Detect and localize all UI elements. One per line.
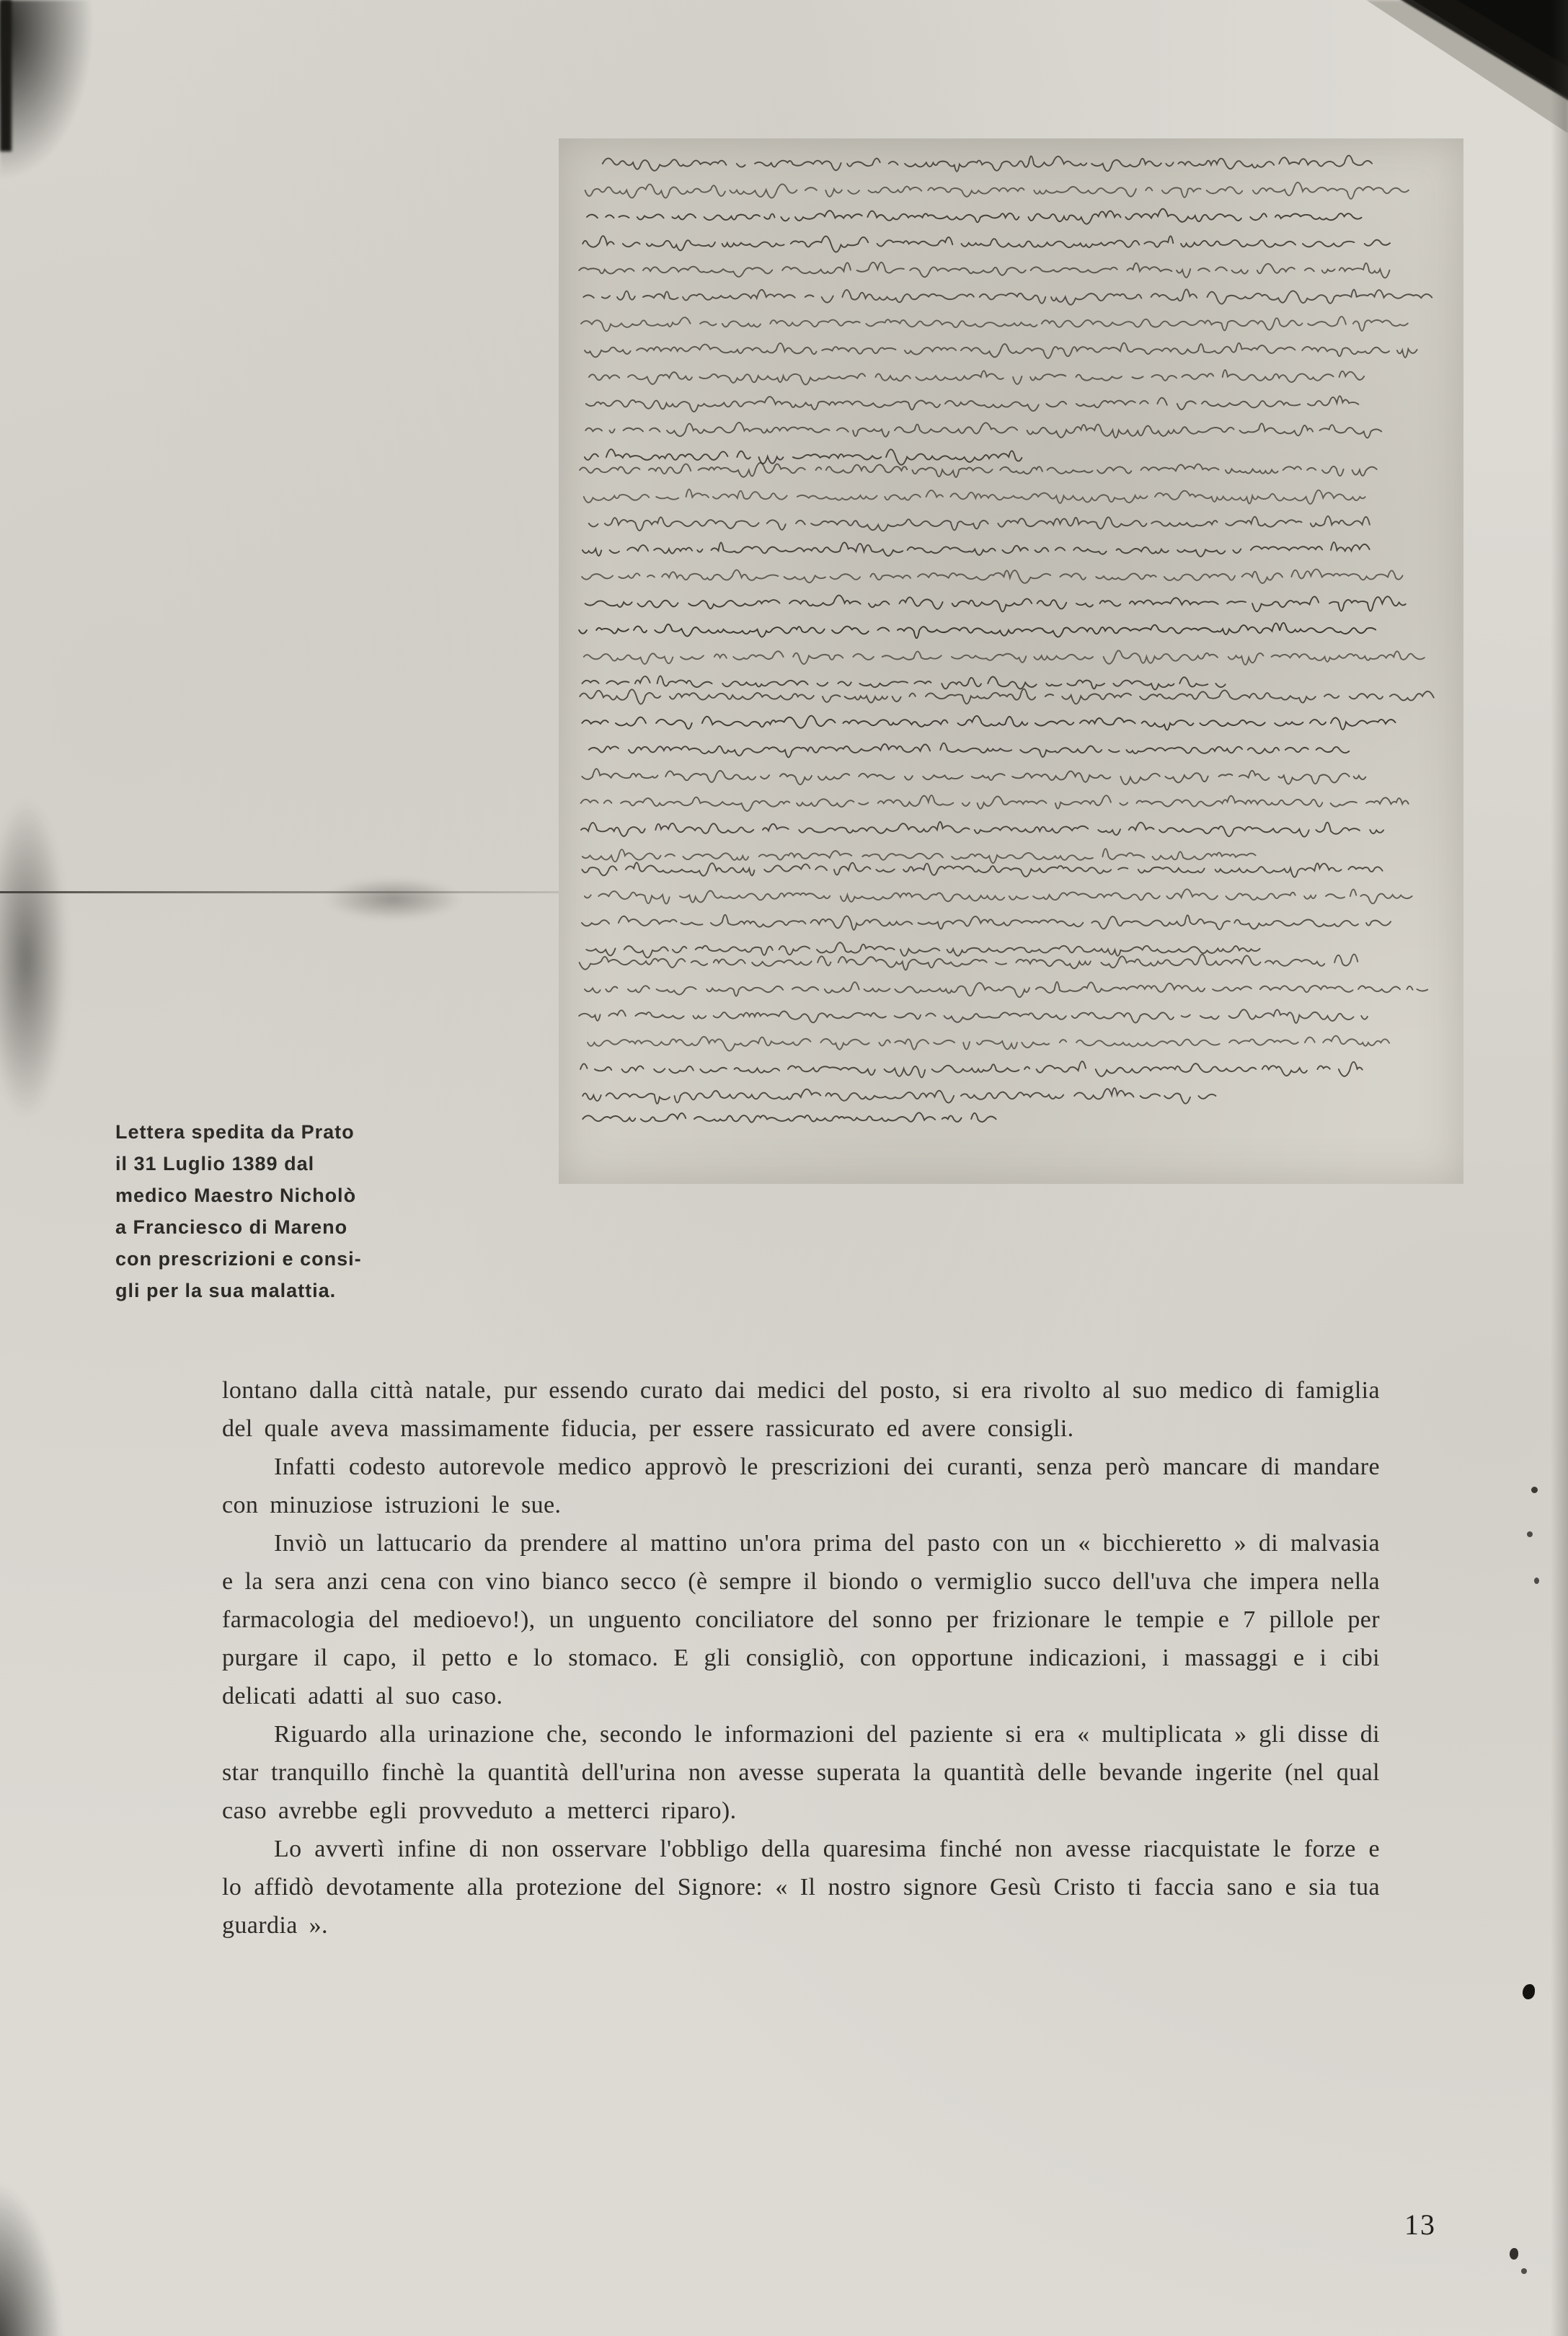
caption-line: medico Maestro Nicholò (115, 1185, 357, 1206)
scan-smudge-left-edge (0, 793, 69, 1125)
scan-edge-right-band (1551, 0, 1568, 2336)
ink-speck (1521, 2268, 1527, 2274)
paragraph: Riguardo alla urinazione che, secondo le informazioni del paziente si era « multiplicata » gli disse di star tranquillo finchè la quantità dell'urina non avesse superata la quantità delle bevande ingerite (nel qual caso avrebbe egli provveduto a metterci riparo). (222, 1721, 1380, 1824)
page-number: 13 (1404, 2208, 1436, 2241)
figure-caption (115, 1116, 447, 1306)
body-text (222, 1371, 1380, 1945)
scan-smudge-top-left-bar (0, 0, 12, 151)
scan-scratch-line (0, 891, 570, 893)
caption-line: il 31 Luglio 1389 dal (115, 1153, 315, 1174)
ink-speck (1510, 2248, 1518, 2260)
ink-speck (1531, 1487, 1538, 1493)
caption-line: gli per la sua malattia. (115, 1280, 337, 1301)
caption-line: a Franciesco di Mareno (115, 1216, 348, 1238)
ink-speck (1523, 1984, 1535, 1999)
caption-line: con prescrizioni e consi- (115, 1248, 362, 1270)
scan-smudge-mid-left (324, 878, 461, 920)
handwriting-lines (559, 138, 1463, 1184)
scan-smudge-bottom-left (0, 2180, 63, 2336)
manuscript-photo (559, 138, 1463, 1184)
caption-line: Lettera spedita da Prato (115, 1121, 355, 1143)
scan-smudge-top-left (0, 0, 94, 180)
ink-speck (1534, 1578, 1539, 1584)
ink-speck (1527, 1531, 1533, 1537)
paragraph: Inviò un lattucario da prendere al mattino un'ora prima del pasto con un « bicchieretto » di malvasia e la sera anzi cena con vino bianco secco (è sempre il biondo o vermiglio succo dell'uva che impera nella farmacologia del medioevo!), un unguento conciliatore del sonno per frizionare le tempie e 7 pillole per purgare il capo, il petto e lo stomaco. E gli consigliò, con opportune indicazioni, i massaggi e i cibi delicati adatti al suo caso. (222, 1530, 1380, 1709)
paragraph: Infatti codesto autorevole medico approvò le prescrizioni dei curanti, senza però mancare di mandare con minuziose istruzioni le sue. (222, 1454, 1380, 1518)
paragraph: lontano dalla città natale, pur essendo curato dai medici del posto, si era rivolto al suo medico di famiglia del quale aveva massimamente fiducia, per essere rassicurato ed avere consigli. (222, 1377, 1380, 1442)
paragraph: Lo avvertì infine di non osservare l'obbligo della quaresima finché non avesse riacquistate le forze e lo affidò devotamente alla protezione del Signore: « Il nostro signore Gesù Cristo ti faccia sano e sia tua guardia ». (222, 1836, 1380, 1939)
